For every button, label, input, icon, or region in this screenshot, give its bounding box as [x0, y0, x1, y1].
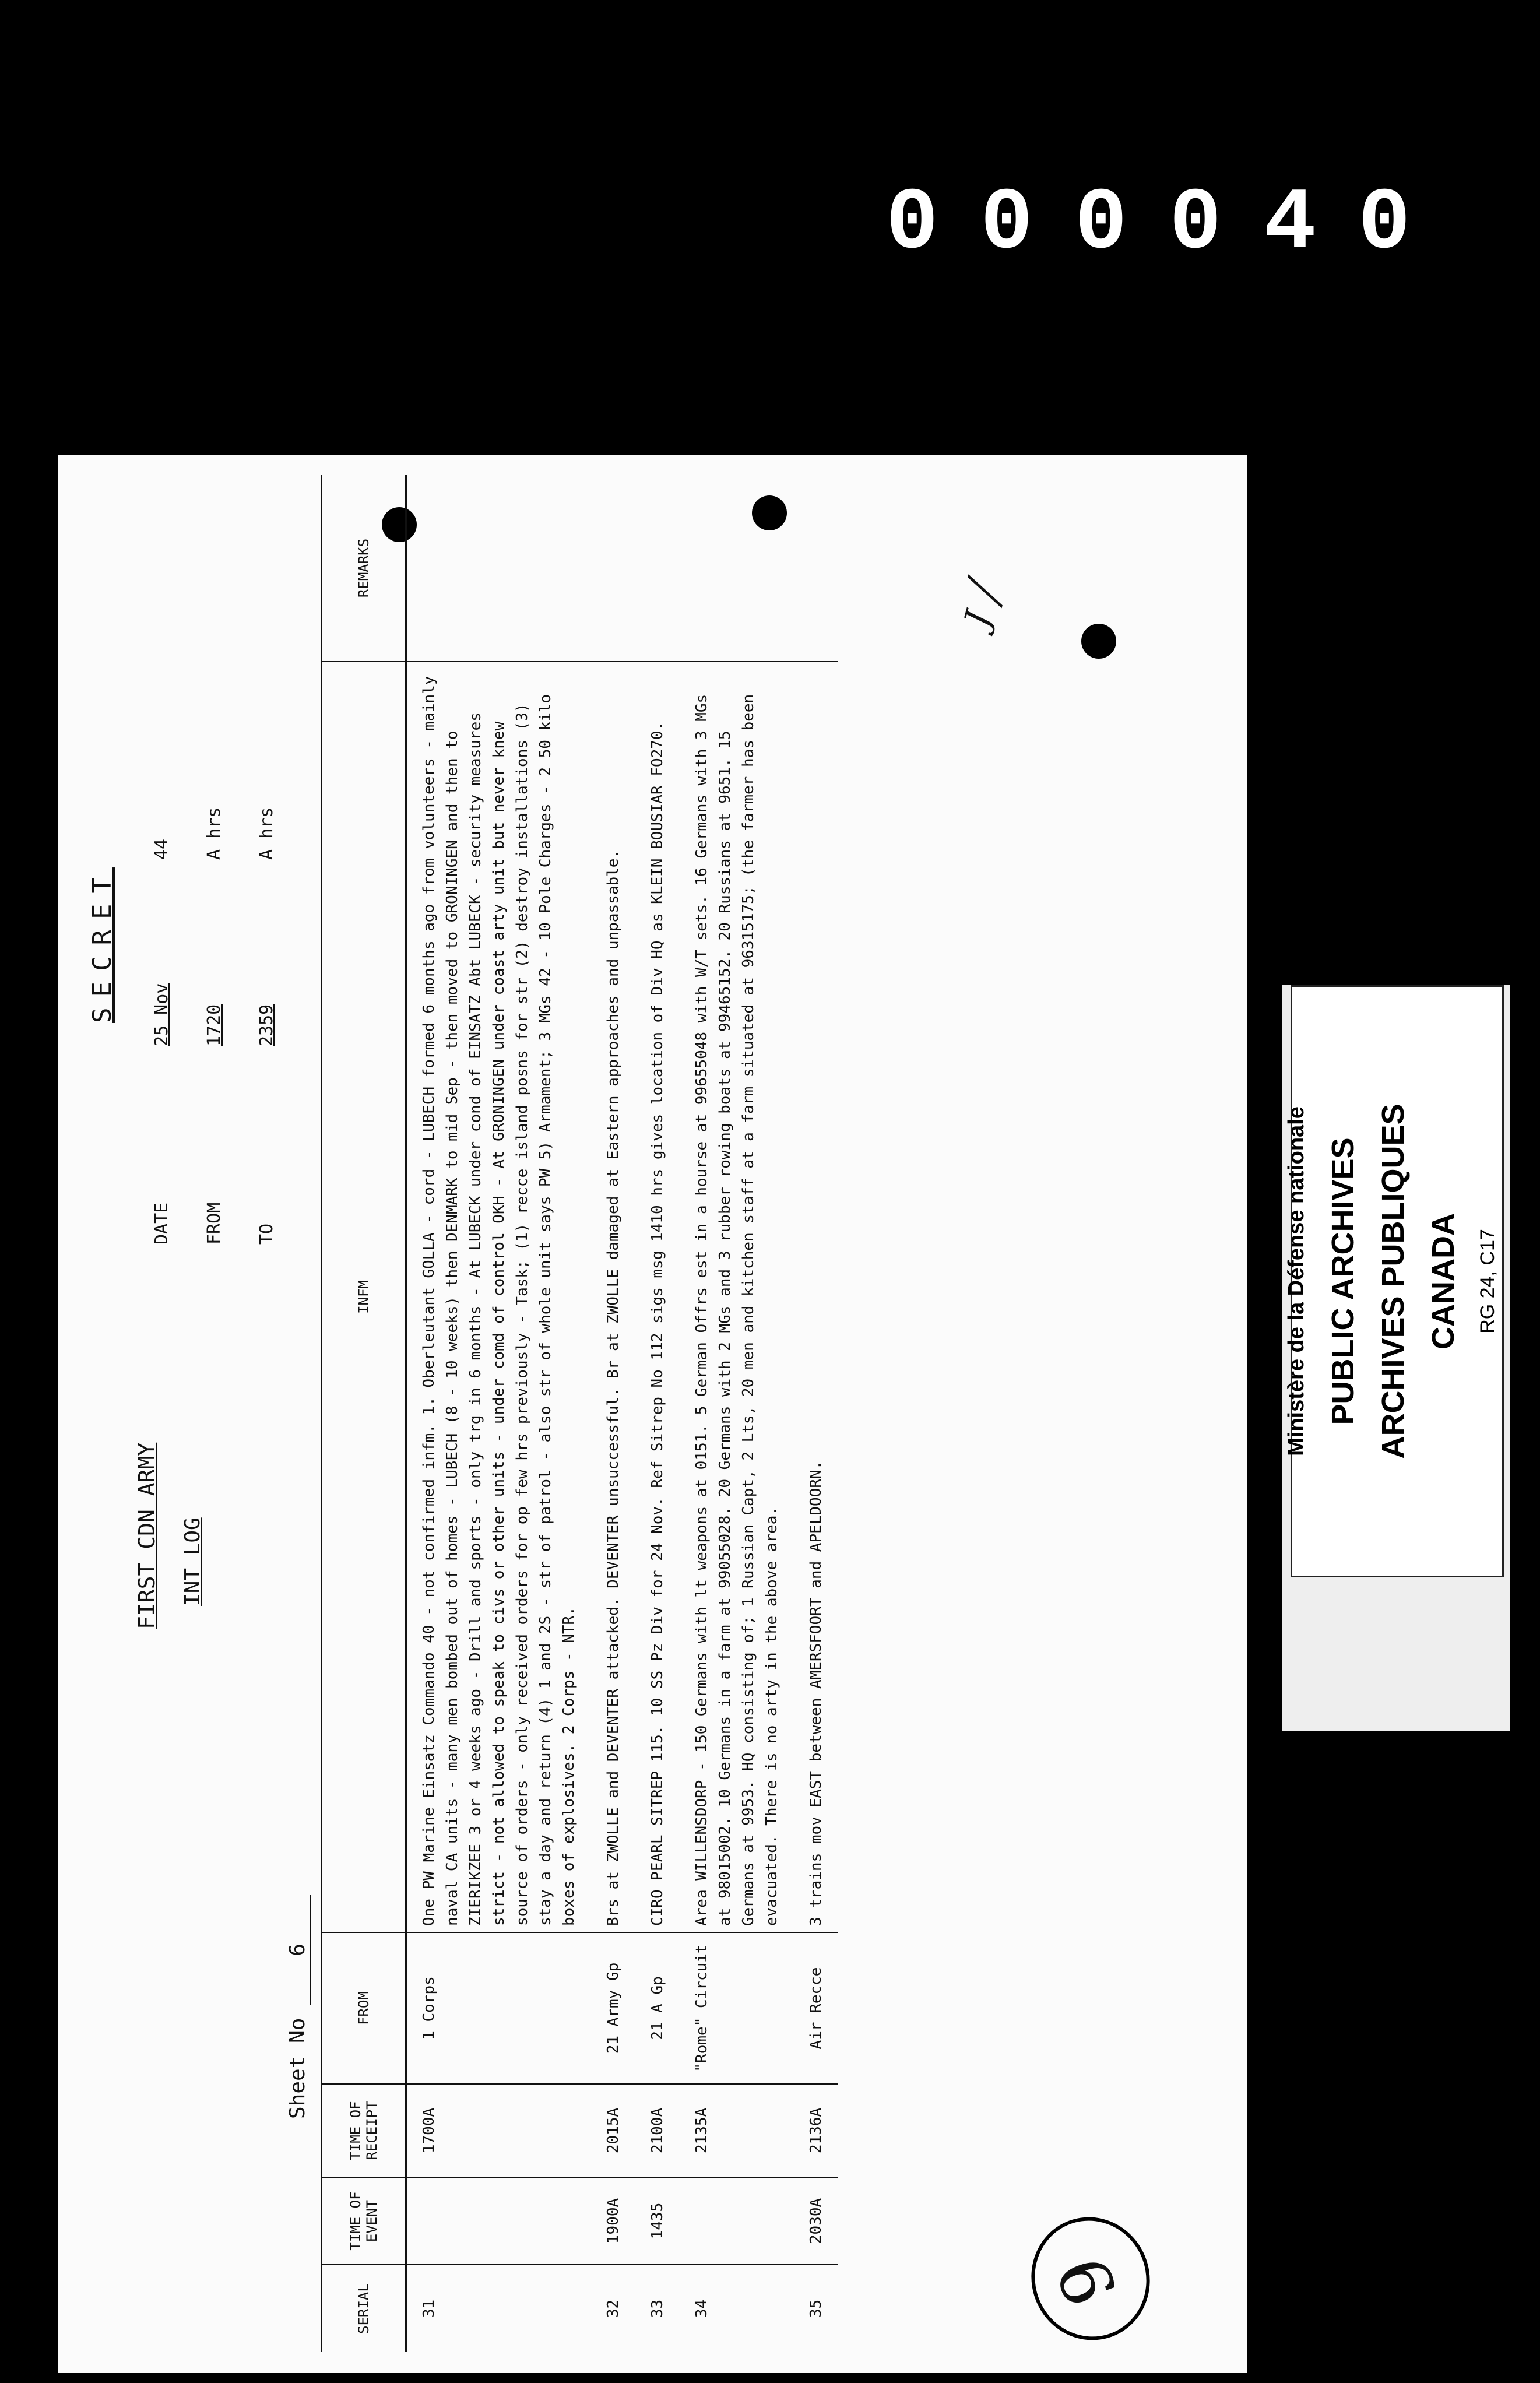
archive-name-fr: ARCHIVES PUBLIQUES: [1376, 1103, 1411, 1459]
cell-from: 21 A Gp: [635, 1932, 680, 2084]
log-title: FIRST CDN ARMY: [134, 1442, 160, 1629]
from-label: FROM: [204, 1202, 224, 1245]
cell-serial: 31: [406, 2265, 592, 2352]
cell-time-of-receipt: 2015A: [591, 2084, 635, 2177]
sheet-value: 6: [286, 1895, 311, 2005]
archive-name-en: PUBLIC ARCHIVES: [1325, 1137, 1360, 1425]
cell-remarks: [591, 475, 635, 662]
to-value: 2359: [256, 1004, 277, 1046]
cell-serial: 34: [680, 2265, 794, 2352]
cell-serial: 33: [635, 2265, 680, 2352]
archive-record-group: RG 24, C17: [1476, 1229, 1499, 1334]
table-row: [406, 475, 592, 2352]
table-row: [591, 475, 635, 2352]
cell-remarks: [794, 475, 838, 662]
cell-from: "Rome" Circuit: [680, 1932, 794, 2084]
cell-infm: CIRO PEARL SITREP 115. 10 SS Pz Div for 24 Nov. Ref Sitrep No 112 sigs msg 1410 hrs gives location of Div HQ as KLEIN BOUSIAR FO270.: [635, 662, 680, 1932]
archive-dept-en: Department of National Defence: [1256, 1113, 1281, 1450]
from-unit: A hrs: [204, 807, 224, 860]
cell-time-of-receipt: 1700A: [406, 2084, 592, 2177]
cell-remarks: [635, 475, 680, 662]
cell-serial: 35: [794, 2265, 838, 2352]
cell-infm: Area WILLENSDORP - 150 Germans with lt weapons at 0151. 5 German Offrs est in a hourse at 99655048 with W/T sets. 16 Germans with 3 MGs at 98015002. 10 Germans in a farm at 99055028. 20 Germans with 2 MGs and 3 rubber rowing boats at 99465152. 20 Russians at 9651. 15 Germans at 9953. HQ consisting of; 1 Russian Capt, 2 Lts, 20 men and kitchen staff at a farm situated at 96315175; (the farmer has been evacuated. There is no arty in the above area.: [680, 662, 794, 1932]
cell-time-of-event: 1900A: [591, 2177, 635, 2265]
archive-label-card: [1256, 985, 1538, 1731]
column-header-time-of-receipt: TIME OF RECEIPT: [322, 2084, 406, 2177]
archive-label: [1256, 985, 1538, 1577]
cell-time-of-event: 1435: [635, 2177, 680, 2265]
cell-infm: 3 trains mov EAST between AMERSFOORT and APELDOORN.: [794, 662, 838, 1932]
cell-time-of-event: [680, 2177, 794, 2265]
column-header-time-of-event: TIME OF EVENT: [322, 2177, 406, 2265]
log-table: [321, 475, 838, 2352]
archive-volume: Vol. 13,648: [1516, 1231, 1538, 1331]
cell-infm: One PW Marine Einsatz Commando 40 - not confirmed infm. 1. Oberleutant GOLLA - cord - LUBECH formed 6 months ago from volunteers - mainly naval CA units - many men bombed out of homes - LUBECH (8 - 10 weeks) then DENMARK to mid Sep - then moved to GRONINGEN and then to ZIERIKZEE 3 or 4 weeks ago - Drill and sports - only trg in 6 months - At LUBECK under cond of EINSATZ Abt LUBECK - security measures strict - not allowed to speak to civs or other units - under comd of control OKH - At GRONINGEN under coast arty unit but never knew source of orders - only received orders for op few hrs previously - Task; (1) recce island posns for str (2) destroy installations (3) stay a day and return (4) 1 and 2S - str of patrol - also str of whole unit says PW 5) Armament; 3 MGs 42 - 10 Pole Charges - 2 50 kilo boxes of explosives. 2 Corps - NTR.: [406, 662, 592, 1932]
log-sheet: [58, 455, 1247, 2373]
cell-remarks: [406, 475, 592, 662]
cell-time-of-receipt: 2100A: [635, 2084, 680, 2177]
cell-time-of-event: [406, 2177, 592, 2265]
archive-dept-fr: Ministère de la Défense nationale: [1284, 1106, 1309, 1456]
cell-time-of-event: 2030A: [794, 2177, 838, 2265]
cell-time-of-receipt: 2136A: [794, 2084, 838, 2177]
cell-infm: Brs at ZWOLLE and DEVENTER attacked. DEVENTER unsuccessful. Br at ZWOLLE damaged at Eastern approaches and unpassable.: [591, 662, 635, 1932]
cell-remarks: [680, 475, 794, 662]
archive-country: CANADA: [1426, 1213, 1461, 1349]
sheet-label: Sheet No: [286, 2018, 310, 2119]
handwritten-number: 9: [1042, 2245, 1134, 2316]
sheet-number: [286, 1895, 311, 2119]
cell-from: Air Recce: [794, 1932, 838, 2084]
date-value: 25 Nov: [152, 983, 172, 1046]
column-header-serial: SERIAL: [322, 2265, 406, 2352]
column-header-from: FROM: [322, 1932, 406, 2084]
log-table-header: [322, 475, 406, 2352]
column-header-infm: INFM: [322, 662, 406, 1932]
date-label: DATE: [152, 1202, 172, 1245]
table-row: [680, 475, 794, 2352]
handwritten-circled-number: [1014, 2201, 1167, 2357]
cell-serial: 32: [591, 2265, 635, 2352]
to-unit: A hrs: [256, 807, 277, 860]
cell-time-of-receipt: 2135A: [680, 2084, 794, 2177]
table-row: [635, 475, 680, 2352]
secret-stamp: SECRET: [87, 867, 117, 1023]
log-subtitle: INT LOG: [181, 1517, 205, 1606]
to-label: TO: [256, 1223, 277, 1245]
cell-from: 21 Army Gp: [591, 1932, 635, 2084]
cell-from: 1 Corps: [406, 1932, 592, 2084]
log-sheet-content: [76, 475, 1230, 2352]
from-value: 1720: [204, 1004, 224, 1046]
log-header: [76, 475, 321, 2352]
column-header-remarks: REMARKS: [322, 475, 406, 662]
table-row: [794, 475, 838, 2352]
frame-number: 000040: [885, 175, 1453, 274]
pencil-initials-mark: J ╱: [956, 576, 1008, 631]
date-year: 44: [152, 838, 172, 860]
